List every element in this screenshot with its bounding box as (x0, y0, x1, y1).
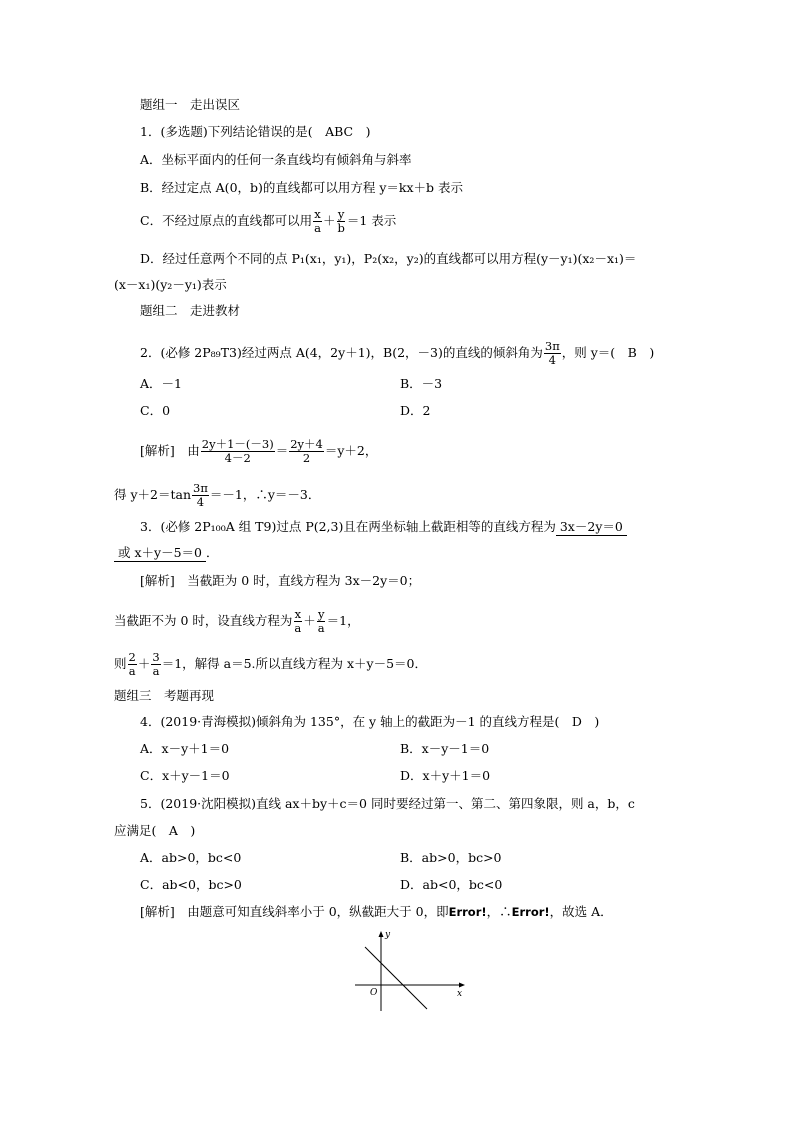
q4-option-b: B．x－y－1＝0 (400, 741, 490, 756)
fraction (317, 608, 326, 635)
fraction-den: a (294, 621, 302, 635)
q2-option-a: A．－1 (140, 376, 182, 391)
fraction (192, 482, 209, 509)
fraction (544, 340, 561, 367)
fraction-num: 2y＋1－(－3) (201, 437, 274, 451)
fraction-num: 3π (544, 339, 560, 353)
q3-answer-blank-2: 或 x＋y－5＝0 (114, 545, 206, 562)
q5-option-c: C．ab<0，bc>0 (140, 877, 242, 892)
q4-option-c: C．x＋y－1＝0 (140, 768, 230, 783)
fraction-den: b (337, 221, 345, 235)
group-heading-2: 题组二 走进教材 (140, 303, 241, 318)
q4-option-d: D．x＋y＋1＝0 (400, 768, 491, 783)
q3-answer-blank-1: 3x－2y＝0 (556, 519, 627, 536)
q1-stem: 1．(多选题)下列结论错误的是( ABC ) (140, 124, 371, 139)
x-axis-arrow (459, 983, 465, 988)
plus-sign: ＋ (137, 656, 151, 671)
q1-option-c-pre: C．不经过原点的直线都可以用 (140, 213, 313, 228)
q5-option-b: B．ab>0，bc>0 (400, 850, 502, 865)
q5-option-a: A．ab>0，bc<0 (140, 850, 242, 865)
fraction (201, 438, 275, 465)
q3-solution-3-pre: 则 (114, 656, 127, 671)
q1-option-c-post: ＝1 表示 (346, 213, 397, 228)
fraction-num: x (294, 607, 302, 621)
q3-stem-line1 (140, 519, 627, 536)
group-heading-1: 题组一 走出误区 (140, 97, 241, 112)
q3-end: ． (206, 545, 219, 560)
q5-solution-pre: [解析] 由题意可知直线斜率小于 0，纵截距大于 0，即 (140, 904, 449, 919)
fraction (289, 438, 324, 465)
fraction-num: 3π (193, 481, 208, 495)
q1-option-b: B．经过定点 A(0，b)的直线都可以用方程 y＝kx＋b 表示 (140, 180, 464, 195)
fraction-den: 4－2 (224, 451, 251, 465)
error-field-1: Error! (448, 905, 487, 919)
q3-solution-3 (114, 651, 427, 678)
fraction (151, 651, 160, 678)
q2-solution-1 (140, 438, 377, 465)
q3-solution-1: [解析] 当截距为 0 时，直线方程为 3x－2y＝0； (140, 573, 421, 588)
q5-solution-mid: ，∴ (486, 904, 512, 919)
q1-option-d-line2: (x－x₁)(y₂－y₁)表示 (114, 277, 227, 292)
q2-solution-2-post: ＝－1，∴y＝－3． (209, 487, 321, 502)
coordinate-figure (345, 925, 475, 1015)
q2-solution-1-post: ＝y＋2， (324, 443, 378, 458)
q5-option-d: D．ab<0，bc<0 (400, 877, 503, 892)
q1-option-d-line1: D．经过任意两个不同的点 P₁(x₁，y₁)，P₂(x₂，y₂)的直线都可以用方程(y－y₁)(x₂－x₁)＝ (140, 251, 637, 266)
fraction-den: a (314, 221, 321, 235)
fraction-num: y (317, 607, 325, 621)
q5-solution (140, 904, 613, 920)
fraction-num: x (314, 207, 321, 221)
fraction-den: a (128, 664, 136, 678)
q5-stem-line1: 5．(2019·沈阳模拟)直线 ax＋by＋c＝0 同时要经过第一、第二、第四象限，则 a，b，c (140, 796, 635, 811)
origin-label: O (370, 988, 378, 998)
q2-stem (140, 340, 654, 367)
q4-option-a: A．x－y＋1＝0 (140, 741, 230, 756)
q3-stem-text: 3．(必修 2P₁₀₀A 组 T9)过点 P(2,3)且在两坐标轴上截距相等的直线方程为 (140, 519, 556, 534)
q3-solution-2-post: ＝1， (326, 613, 360, 628)
fraction-num: y (337, 207, 345, 221)
solution-label: [解析] 由 (140, 443, 200, 458)
fraction-den: 4 (548, 353, 556, 367)
q2-stem-post: ，则 y＝( B ) (561, 345, 655, 360)
q3-stem-line2 (114, 545, 219, 562)
x-axis-label: x (457, 989, 463, 999)
fraction (336, 208, 345, 235)
q2-stem-pre: 2．(必修 2P₈₉T3)经过两点 A(4，2y＋1)，B(2，－3)的直线的倾斜角为 (140, 345, 543, 360)
q3-solution-2-pre: 当截距不为 0 时，设直线方程为 (114, 613, 293, 628)
fraction-den: a (317, 621, 325, 635)
q3-solution-2 (114, 608, 360, 635)
fraction-num: 2 (128, 650, 136, 664)
y-axis-arrow (379, 931, 384, 937)
q2-solution-2 (114, 482, 320, 509)
q5-solution-post: ，故选 A． (549, 904, 613, 919)
graph-line (365, 947, 427, 1009)
fraction-den: 2 (302, 451, 311, 465)
group-heading-3: 题组三 考题再现 (114, 688, 215, 703)
fraction (313, 208, 322, 235)
q5-stem-line2: 应满足( A ) (114, 823, 196, 838)
y-axis-label: y (385, 930, 391, 940)
fraction (293, 608, 302, 635)
q3-solution-3-post: ＝1，解得 a＝5.所以直线方程为 x＋y－5＝0． (161, 656, 427, 671)
q2-option-c: C．0 (140, 403, 171, 418)
fraction-num: 3 (152, 650, 160, 664)
error-field-2: Error! (511, 905, 550, 919)
fraction-den: 4 (196, 495, 205, 509)
q4-stem: 4．(2019·青海模拟)倾斜角为 135°，在 y 轴上的截距为－1 的直线方程是( D ) (140, 714, 600, 729)
q2-option-d: D．2 (400, 403, 431, 418)
fraction-den: a (152, 664, 160, 678)
plus-sign: ＋ (303, 613, 316, 628)
fraction (128, 651, 137, 678)
plus-sign: ＋ (322, 213, 336, 228)
q2-solution-2-pre: 得 y＋2＝tan (114, 487, 192, 502)
q1-option-a: A．坐标平面内的任何一条直线均有倾斜角与斜率 (140, 152, 412, 167)
fraction-num: 2y＋4 (290, 437, 323, 451)
q1-option-c (140, 208, 396, 235)
q2-option-b: B．－3 (400, 376, 443, 391)
equals-sign: ＝ (275, 443, 289, 458)
